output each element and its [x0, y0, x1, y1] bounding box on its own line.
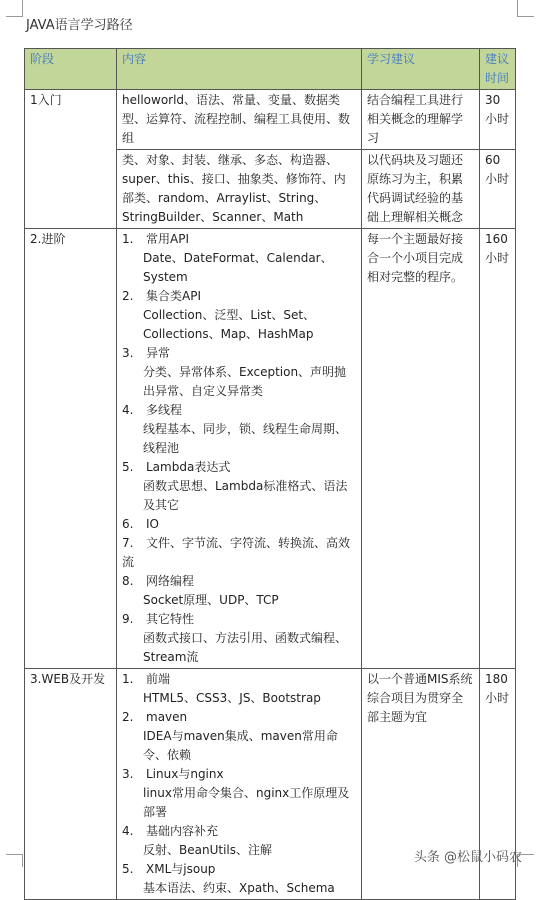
topic-item	[122, 610, 356, 667]
topic-heading	[122, 708, 356, 727]
topic-name: 常用API	[146, 232, 189, 246]
crop-mark-bottom-left	[6, 854, 23, 867]
topic-heading	[122, 515, 356, 534]
advice-cell: 以代码块及习题还原练习为主，积累代码调试经验的基础上理解相关概念	[362, 150, 480, 229]
topic-item	[122, 534, 356, 572]
stage-cell-intro: 1入门	[25, 90, 117, 229]
topic-detail: Date、DateFormat、Calendar、System	[143, 251, 333, 284]
watermark: 头条 @松鼠小码农	[413, 850, 522, 865]
topic-number: 2.	[122, 710, 134, 724]
advice-cell: 结合编程工具进行相关概念的理解学习	[362, 90, 480, 150]
header-content: 内容	[117, 49, 362, 90]
topic-name: 前端	[146, 672, 171, 686]
topic-name: Lambda表达式	[146, 460, 231, 474]
stage-cell-advanced: 2.进阶	[25, 229, 117, 669]
topic-item	[122, 822, 356, 860]
topic-heading	[122, 610, 356, 629]
topic-heading	[122, 230, 356, 249]
header-advice: 学习建议	[362, 49, 480, 90]
topic-number: 7.	[122, 536, 134, 550]
topic-item	[122, 401, 356, 458]
table-row-advanced	[25, 229, 516, 669]
topic-heading	[122, 534, 356, 572]
crop-mark-top-right	[517, 0, 534, 17]
page-title: JAVA语言学习路径	[26, 18, 133, 33]
topic-detail: HTML5、CSS3、JS、Bootstrap	[143, 691, 321, 705]
topic-detail: 分类、异常体系、Exception、声明抛出异常、自定义异常类	[143, 365, 347, 398]
topic-number: 1.	[122, 672, 134, 686]
topic-item	[122, 515, 356, 534]
topic-name: 其它特性	[146, 612, 195, 626]
topic-heading	[122, 287, 356, 306]
topic-detail: IDEA与maven集成、maven常用命令、依赖	[143, 729, 338, 762]
topic-name: IO	[146, 517, 159, 531]
topic-number: 8.	[122, 574, 134, 588]
topic-number: 6.	[122, 517, 134, 531]
topic-heading	[122, 765, 356, 784]
stage-cell-web: 3.WEB及开发	[25, 669, 117, 900]
topic-name: 基础内容补充	[146, 824, 219, 838]
topic-number: 9.	[122, 612, 134, 626]
topic-number: 1.	[122, 232, 134, 246]
topic-detail: Collection、泛型、List、Set、Collections、Map、HashMap	[143, 308, 316, 341]
topic-heading	[122, 401, 356, 420]
topic-number: 5.	[122, 460, 134, 474]
time-cell: 30小时	[480, 90, 516, 150]
topic-name: maven	[146, 710, 188, 724]
topic-name: XML与jsoup	[146, 862, 216, 876]
header-stage: 阶段	[25, 49, 117, 90]
topic-name: 网络编程	[146, 574, 195, 588]
topic-item	[122, 708, 356, 765]
topic-detail: 线程基本、同步，锁、线程生命周期、线程池	[143, 422, 348, 455]
content-cell	[117, 229, 362, 669]
advice-cell: 每一个主题最好接合一个小项目完成相对完整的程序。	[362, 229, 480, 669]
topic-name: 异常	[146, 346, 171, 360]
topic-heading	[122, 458, 356, 477]
topic-heading	[122, 822, 356, 841]
topic-item	[122, 344, 356, 401]
time-cell: 60小时	[480, 150, 516, 229]
topic-number: 2.	[122, 289, 134, 303]
topic-detail: 反射、BeanUtils、注解	[143, 843, 272, 857]
topic-detail: linux常用命令集合、nginx工作原理及部署	[143, 786, 350, 819]
topic-item	[122, 860, 356, 898]
topic-item	[122, 458, 356, 515]
topic-number: 4.	[122, 403, 134, 417]
topic-number: 3.	[122, 767, 134, 781]
topic-item	[122, 670, 356, 708]
web-topic-list	[122, 670, 356, 898]
advanced-topic-list	[122, 230, 356, 667]
content-cell: helloworld、语法、常量、变量、数据类型、运算符、流程控制、编程工具使用、数组	[117, 90, 362, 150]
topic-item	[122, 230, 356, 287]
time-cell: 160小时	[480, 229, 516, 669]
topic-name: 集合类API	[146, 289, 201, 303]
learning-roadmap-table	[24, 48, 516, 900]
topic-item	[122, 765, 356, 822]
topic-name: Linux与nginx	[146, 767, 224, 781]
topic-heading	[122, 572, 356, 591]
topic-heading	[122, 860, 356, 879]
content-cell: 类、对象、封装、继承、多态、构造器、super、this、接口、抽象类、修饰符、内部类、random、Arraylist、String、StringBuilder、Scanner、Math	[117, 150, 362, 229]
topic-name: 文件、字节流、字符流、转换流、高效流	[122, 536, 351, 569]
topic-name: 多线程	[146, 403, 183, 417]
topic-detail: 函数式接口、方法引用、函数式编程、Stream流	[143, 631, 348, 664]
topic-heading	[122, 670, 356, 689]
topic-number: 4.	[122, 824, 134, 838]
header-time: 建议时间	[480, 49, 516, 90]
advice-cell: 以一个普通MIS系统综合项目为贯穿全部主题为宜	[362, 669, 480, 900]
topic-heading	[122, 344, 356, 363]
topic-number: 3.	[122, 346, 134, 360]
topic-item	[122, 287, 356, 344]
crop-mark-top-left	[6, 0, 23, 17]
topic-detail: Socket原理、UDP、TCP	[143, 593, 279, 607]
header-row	[25, 49, 516, 90]
topic-detail: 函数式思想、Lambda标准格式、语法及其它	[143, 479, 348, 512]
topic-detail: 基本语法、约束、Xpath、Schema	[143, 881, 335, 895]
topic-number: 5.	[122, 862, 134, 876]
content-cell	[117, 669, 362, 900]
table-row-intro-1	[25, 90, 516, 150]
topic-item	[122, 572, 356, 610]
time-cell: 180小时	[480, 669, 516, 900]
